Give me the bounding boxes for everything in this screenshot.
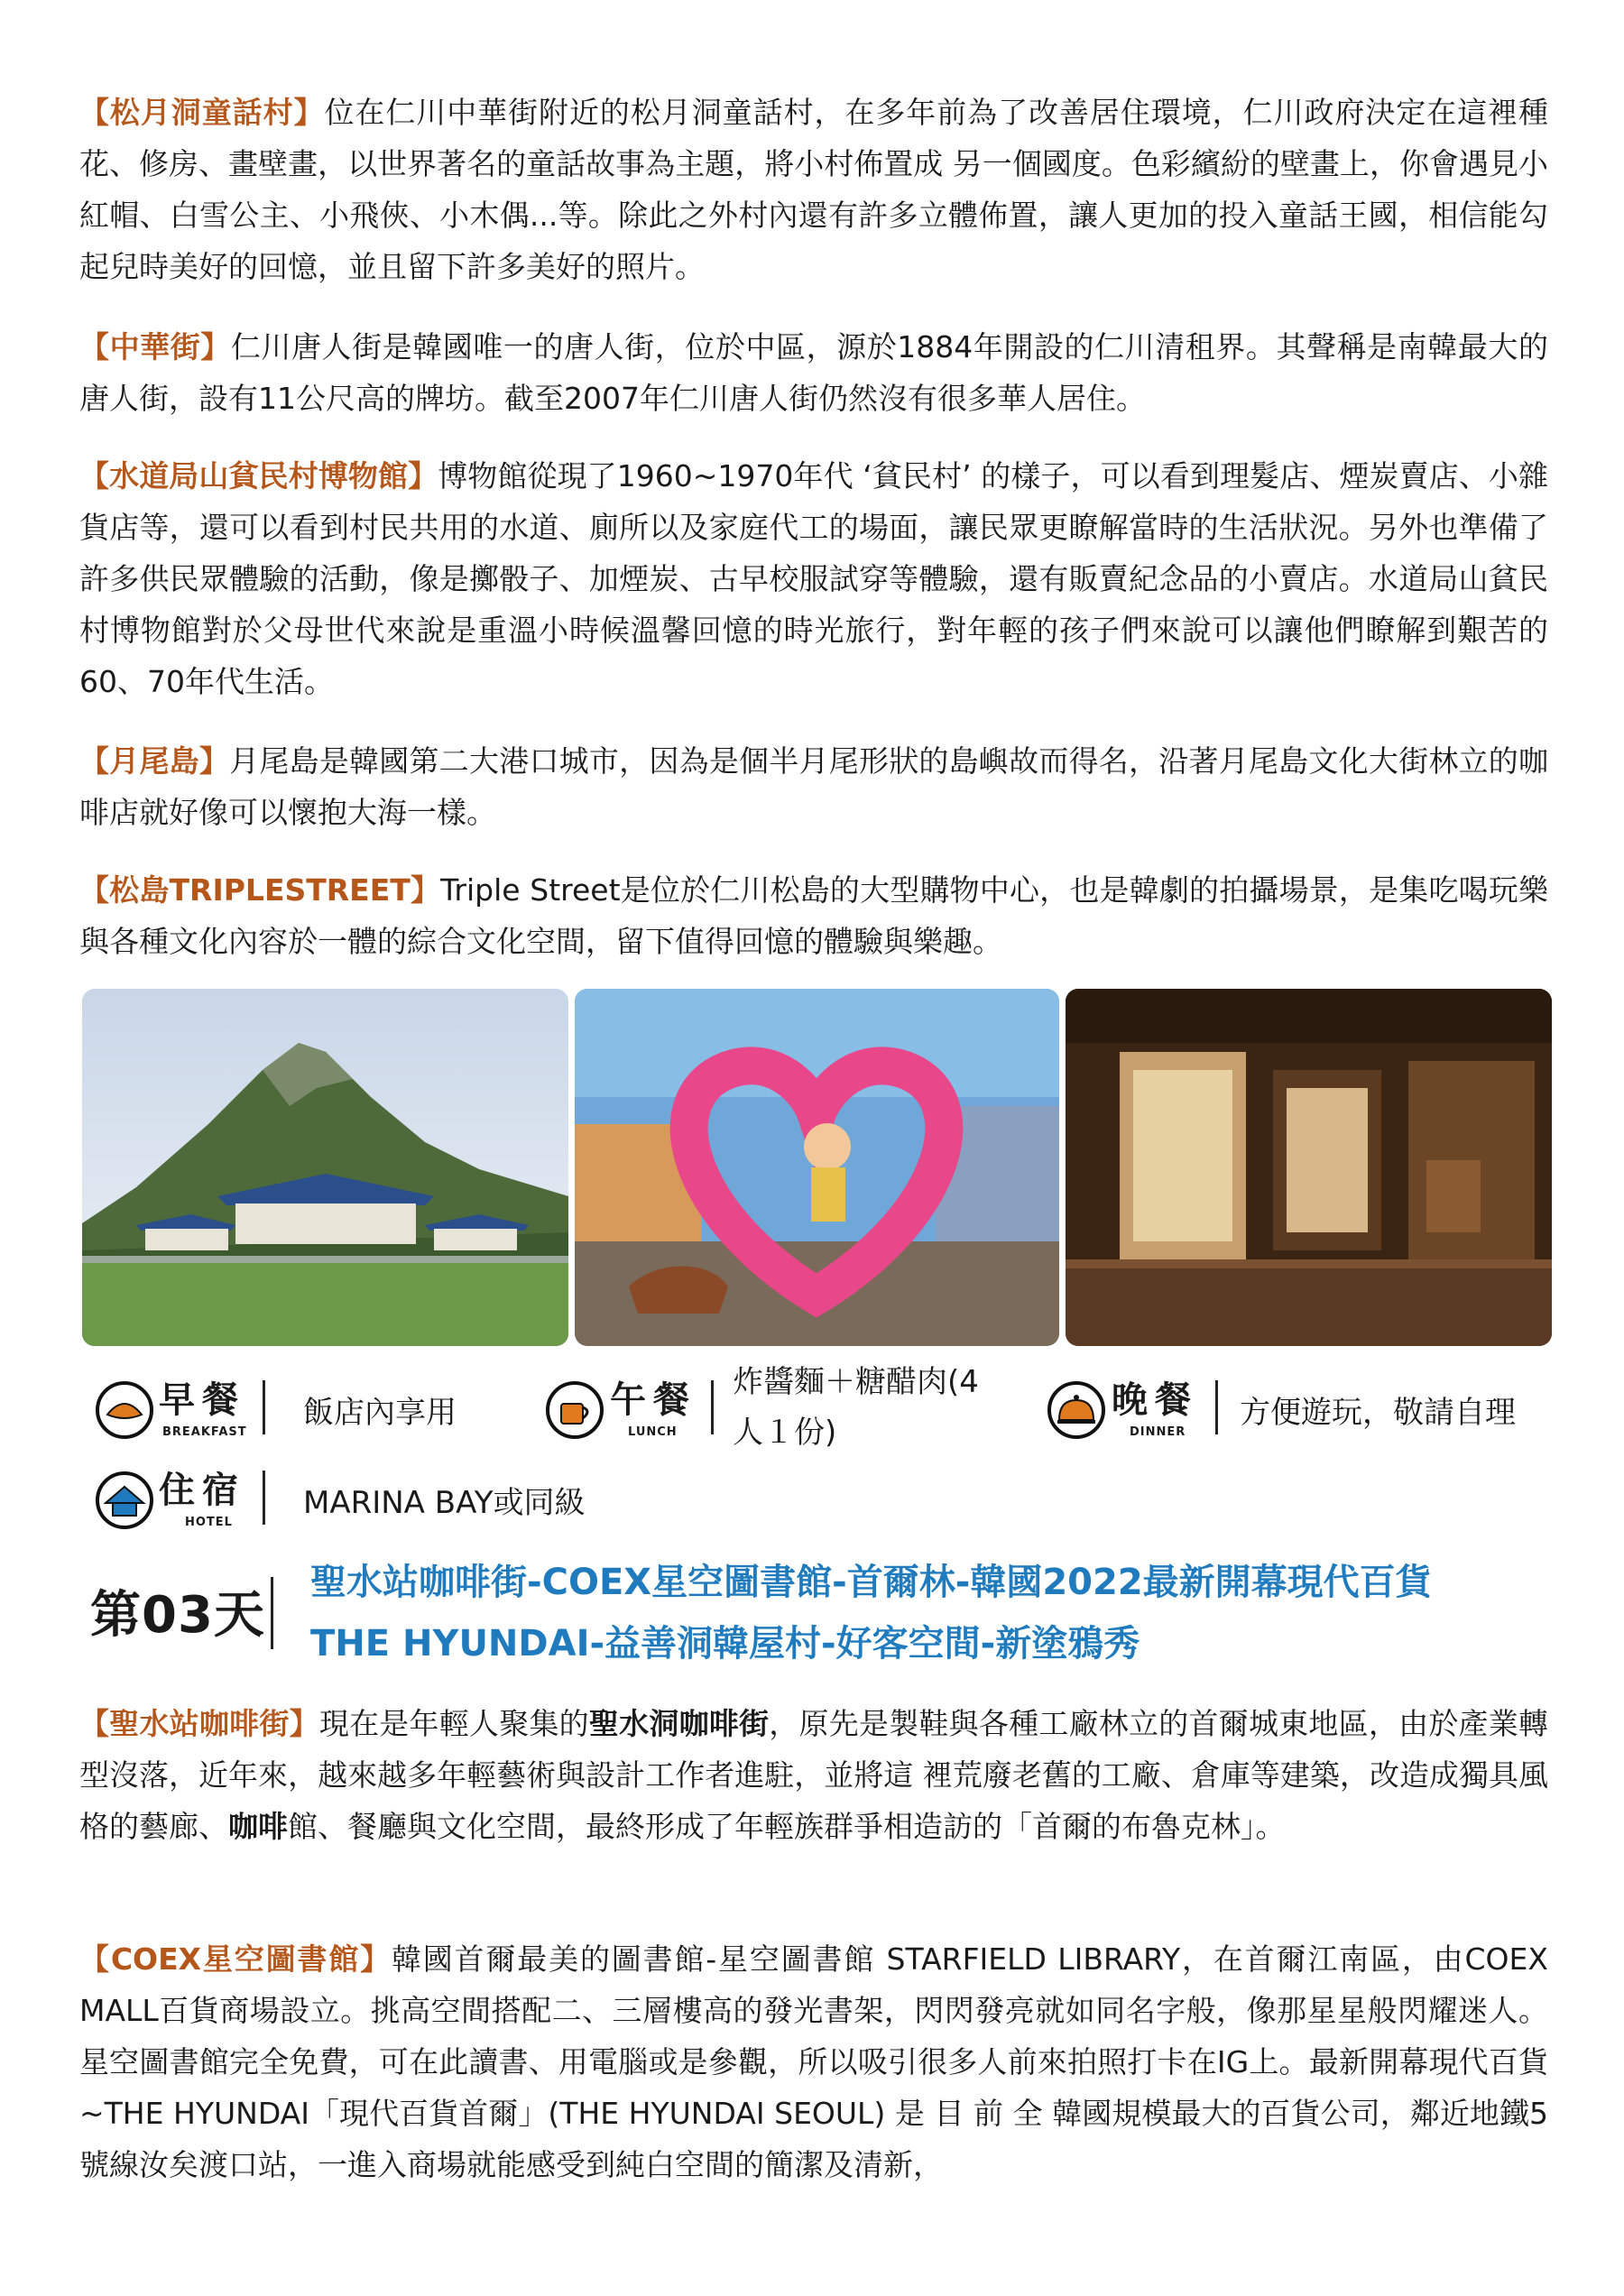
section-body: 館、餐廳與文化空間，最終形成了年輕族群爭相造訪的「首爾的布魯克林」。 xyxy=(288,1809,1286,1844)
section-body: 位在仁川中華街附近的松月洞童話村，在多年前為了改善居住環境，仁川政府決定在這裡種花、修房、畫壁畫，以世界著名的童話故事為主題，將小村佈置成 另一個國度。色彩繽紛的壁畫上，你會遇見小紅帽、白雪公主、小飛俠、小木偶...等。除此之外村內還有許多立體佈置，讓人更加的投入童話王國，相信能勾 起兒時美好的回憶，並且留下許多美好的照片。 xyxy=(79,95,1549,284)
divider xyxy=(263,1380,265,1434)
section-body-bold: 聖水洞咖啡街 xyxy=(588,1706,770,1741)
dinner-icon xyxy=(1047,1380,1106,1440)
section-heading: 【中華街】 xyxy=(79,329,231,364)
section-body: 月尾島是韓國第二大港口城市，因為是個半月尾形狀的島嶼故而得名，沿著月尾島文化大街林立的咖啡店就好像可以懷抱大海一樣。 xyxy=(79,743,1549,830)
paragraph-slum-museum xyxy=(79,450,1548,707)
lunch-icon xyxy=(545,1380,604,1440)
section-body: 現在是年輕人聚集的 xyxy=(318,1706,589,1741)
section-body: 仁川唐人街是韓國唯一的唐人街，位於中區，源於1884年開設的仁川清租界。其聲稱是南韓最大的唐人街，設有11公尺高的牌坊。截至2007年仁川唐人街仍然沒有很多華人居住。 xyxy=(79,329,1548,416)
dinner-en-label: DINNER xyxy=(1130,1425,1186,1439)
section-body-bold: 咖啡 xyxy=(228,1809,288,1844)
day-label: 第03天 xyxy=(90,1586,265,1645)
section-heading: 【聖水站咖啡街】 xyxy=(79,1706,319,1741)
paragraph-songwol-village xyxy=(79,87,1548,292)
divider xyxy=(271,1577,273,1649)
lunch-label: 午餐 xyxy=(610,1379,697,1421)
breakfast-label: 早餐 xyxy=(159,1379,245,1421)
breakfast-text: 飯店內享用 xyxy=(303,1395,457,1431)
dinner-label: 晚餐 xyxy=(1112,1379,1198,1421)
day-title-line2: THE HYUNDAI-益善洞韓屋村-好客空間-新塗鴉秀 xyxy=(310,1623,1140,1664)
paragraph-chinatown xyxy=(79,321,1548,424)
breakfast-en-label: BREAKFAST xyxy=(162,1425,247,1439)
section-body: 韓國首爾最美的圖書館-星空圖書館 STARFIELD LIBRARY，在首爾江南區，由COEX MALL百貨商場設立。挑高空間搭配二、三層樓高的發光書架，閃閃發亮就如同名字般，像那星星般閃耀迷人。星空圖書館完全免費，可在此讀書、用電腦或是參觀，所以吸引很多人前來拍照打卡在IG上。最新開幕現代百貨~THE HYUNDAI「現代百貨首爾」(THE HYUNDAI SEOUL) 是 目 前 全 韓國規模最大的百貨公司，鄰近地鐵5號線汝矣渡口站，一進入商場就能感受到純白空間的簡潔及清新， xyxy=(79,1941,1548,2182)
lunch-text-line2: 人１份) xyxy=(733,1415,837,1451)
paragraph-coex-library xyxy=(79,1933,1548,2190)
day-title-line1: 聖水站咖啡街-COEX星空圖書館-首爾林-韓國2022最新開幕現代百貨 xyxy=(310,1562,1432,1603)
photo-palace-mountain xyxy=(82,989,568,1346)
section-heading: 【月尾島】 xyxy=(79,743,230,779)
hotel-label: 住宿 xyxy=(159,1470,245,1511)
hotel-en-label: HOTEL xyxy=(185,1516,233,1529)
hotel-text: MARINA BAY或同級 xyxy=(303,1485,586,1521)
section-body: ，原先是製鞋與各種工廠林立的首爾城東地區，由於產業轉型沒落，近年來，越來越多年輕藝術與設計工作者進駐，並將這 裡荒廢老舊的工廠、倉庫等建築，改造成獨具風格的藝廊、 xyxy=(79,1706,1549,1844)
lunch-en-label: LUNCH xyxy=(628,1425,678,1439)
photo-traditional-room xyxy=(1066,989,1552,1346)
photo-heart-sculpture xyxy=(575,989,1059,1346)
paragraph-seongsu-cafe-street xyxy=(79,1698,1548,1852)
section-body: 博物館從現了1960~1970年代 ‘貧民村’ 的樣子，可以看到理髮店、煙炭賣店、小雜貨店等，還可以看到村民共用的水道、廁所以及家庭代工的場面，讓民眾更瞭解當時的生活狀況。另外也準備了許多供民眾體驗的活動，像是擲骰子、加煙炭、古早校服試穿等體驗，還有販賣紀念品的小賣店。水道局山貧民村博物館對於父母世代來說是重溫小時候溫馨回憶的時光旅行，對年輕的孩子們來說可以讓他們瞭解到艱苦的60、70年代生活。 xyxy=(79,458,1549,699)
section-heading: 【COEX星空圖書館】 xyxy=(79,1941,392,1977)
paragraph-triplestreet xyxy=(79,864,1548,967)
divider xyxy=(263,1471,265,1525)
divider xyxy=(1215,1380,1218,1434)
hotel-icon xyxy=(95,1471,154,1530)
paragraph-wolmido xyxy=(79,735,1548,838)
lunch-text-line1: 炸醬麵＋糖醋肉(4 xyxy=(733,1364,979,1400)
section-heading: 【水道局山貧民村博物館】 xyxy=(79,458,438,493)
section-heading: 【松島TRIPLESTREET】 xyxy=(79,872,441,908)
section-heading: 【松月洞童話村】 xyxy=(79,95,325,130)
breakfast-icon xyxy=(95,1380,154,1440)
divider xyxy=(711,1380,714,1434)
section-body: Triple Street是位於仁川松島的大型購物中心，也是韓劇的拍攝場景，是集吃喝玩樂與各種文化內容於一體的綜合文化空間，留下值得回憶的體驗與樂趣。 xyxy=(79,872,1548,959)
dinner-text: 方便遊玩，敬請自理 xyxy=(1240,1395,1516,1431)
